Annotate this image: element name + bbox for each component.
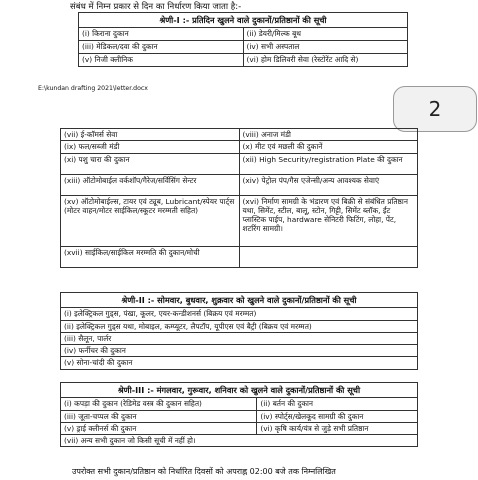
table-cell: (iv) फर्नीचर की दुकान (61, 345, 418, 357)
table-row (61, 422, 418, 434)
file-path: E:\kundan drafting 2021\letter.docx (38, 85, 148, 92)
table-row (61, 153, 418, 174)
category-1-header: श्रेणी-I :- प्रतिदिन खुलने वाले दुकानों/प्रतिष्ठानों की सूची (79, 13, 408, 28)
table-cell: (iv) सभी अस्पताल (243, 41, 408, 54)
table-cell: (x) मीट एवं मछली की दुकानें (239, 141, 418, 153)
table-row (61, 435, 418, 447)
table-row (61, 345, 418, 357)
table-cell (239, 246, 418, 267)
table-row (79, 41, 408, 54)
table-row (61, 332, 418, 344)
table-cell: (ix) फल/सब्जी मंडी (61, 141, 240, 153)
table-cell: (viii) अनाज मंडी (239, 129, 418, 141)
table-cell: (xi) पशु चारा की दुकान (61, 153, 240, 174)
table-cell: (v) सोना-चांदी की दुकान (61, 357, 418, 369)
table-row (61, 195, 418, 246)
table-row (61, 141, 418, 153)
table-cell: (i) कपड़ा की दुकान (रेडिमेड वस्त्र की दुकान सहित) (61, 398, 257, 410)
table-cell: (xvi) निर्माण सामग्री के भंडारण एवं बिक्री से संबंधित प्रतिष्ठान यथा, सिमेंट, स्टील, बालू, स्टोन, गिट्टी, सिमेंट ब्लॉक, ईंट प्लास्टिक पाईप, hardware सेनिटरी फिटिंग, लोहा, पेंट, शटरिंग सामग्री। (239, 195, 418, 246)
category-3-table (60, 382, 418, 447)
table-cell: (ii) इलेक्ट्रिकल गुड्स यथा, मोबाइल, कम्प्यूटर, लैपटॉप, यूपीएस एवं बैट्री (बिक्रय एवं मरम्मत) (61, 320, 418, 332)
table-cell: (i) किराना दुकान (79, 28, 244, 41)
table-cell: (vii) ई-कॉमर्स सेवा (61, 129, 240, 141)
table-cell: (vi) कृषि कार्य/यंत्र से जुड़े सभी प्रतिष्ठान (257, 422, 418, 434)
table-cell: (ii) डेयरी/मिल्क बूथ (243, 28, 408, 41)
category-1-table (78, 12, 408, 67)
table-cell: (ii) बर्तन की दुकान (257, 398, 418, 410)
category-2-table (60, 292, 418, 370)
table-cell: (vi) होम डिलिवरी सेवा (रेस्टोरेंट आदि से) (243, 54, 408, 67)
table-row (61, 174, 418, 195)
table-cell: (iii) जूता-चप्पल की दुकान (61, 410, 257, 422)
category-1-continued-table (60, 128, 418, 268)
table-cell: (i) इलेक्ट्रिकल गुड्स, पंखा, कूलर, एयर-कन्डीशनर्स (बिक्रय एवं मरम्मत) (61, 308, 418, 320)
table-cell: (v) निजी क्लीनिक (79, 54, 244, 67)
table-row (61, 308, 418, 320)
table-cell: (iv) स्पोर्ट्स/खेलकूद सामग्री की दुकान (257, 410, 418, 422)
table-row (61, 129, 418, 141)
table-cell: (xiv) पेट्रोल पंप/गैस एजेन्सी/अन्य आवश्यक सेवाएं (239, 174, 418, 195)
table-row (61, 398, 418, 410)
table-cell: (vii) अन्य सभी दुकान जो किसी सूची में नहीं हो। (61, 435, 418, 447)
table-cell: (iii) मेडिकल/दवा की दुकान (79, 41, 244, 54)
category-3-header: श्रेणी-III :- मंगलवार, गुरूवार, शनिवार को खुलने वाले दुकानों/प्रतिष्ठानों की सूची (61, 383, 418, 398)
table-cell: (xv) ऑटोमोबाईल्स, टायर एवं ट्यूब, Lubricant/स्पेयर पार्ट्स (मोटर वाहन/मोटर साईकिल/स्कूटर मरम्मती सहित) (61, 195, 240, 246)
page-number: 2 (428, 97, 442, 121)
table-cell: (iii) सैलून, पार्लर (61, 332, 418, 344)
table-row (61, 320, 418, 332)
table-cell: (xii) High Security/registration Plate की दुकान (239, 153, 418, 174)
category-2-header: श्रेणी-II :- सोमवार, बुधवार, शुक्रवार को खुलने वाले दुकानों/प्रतिष्ठानों की सूची (61, 293, 418, 308)
table-row (61, 410, 418, 422)
table-row (79, 54, 408, 67)
table-row (61, 357, 418, 369)
table-cell: (xiii) ऑटोमोबाईल वर्कशॉप/गैरेज/सर्विसिंग सेन्टर (61, 174, 240, 195)
table-cell: (xvii) साईकिल/साईकिल मरम्मति की दुकान/मोची (61, 246, 240, 267)
bottom-line: उपरोक्त सभी दुकान/प्रतिष्ठान को निर्धारित दिवसों को अपराह्न 02:00 बजे तक निम्नलिखित (72, 467, 336, 476)
table-cell: (v) ड्राई क्लीनर्स की दुकान (61, 422, 257, 434)
table-row (79, 28, 408, 41)
intro-line: संबंध में निम्न प्रकार से दिन का निर्धारण किया जाता है:- (70, 2, 242, 12)
table-row (61, 246, 418, 267)
page-number-badge (393, 86, 477, 132)
